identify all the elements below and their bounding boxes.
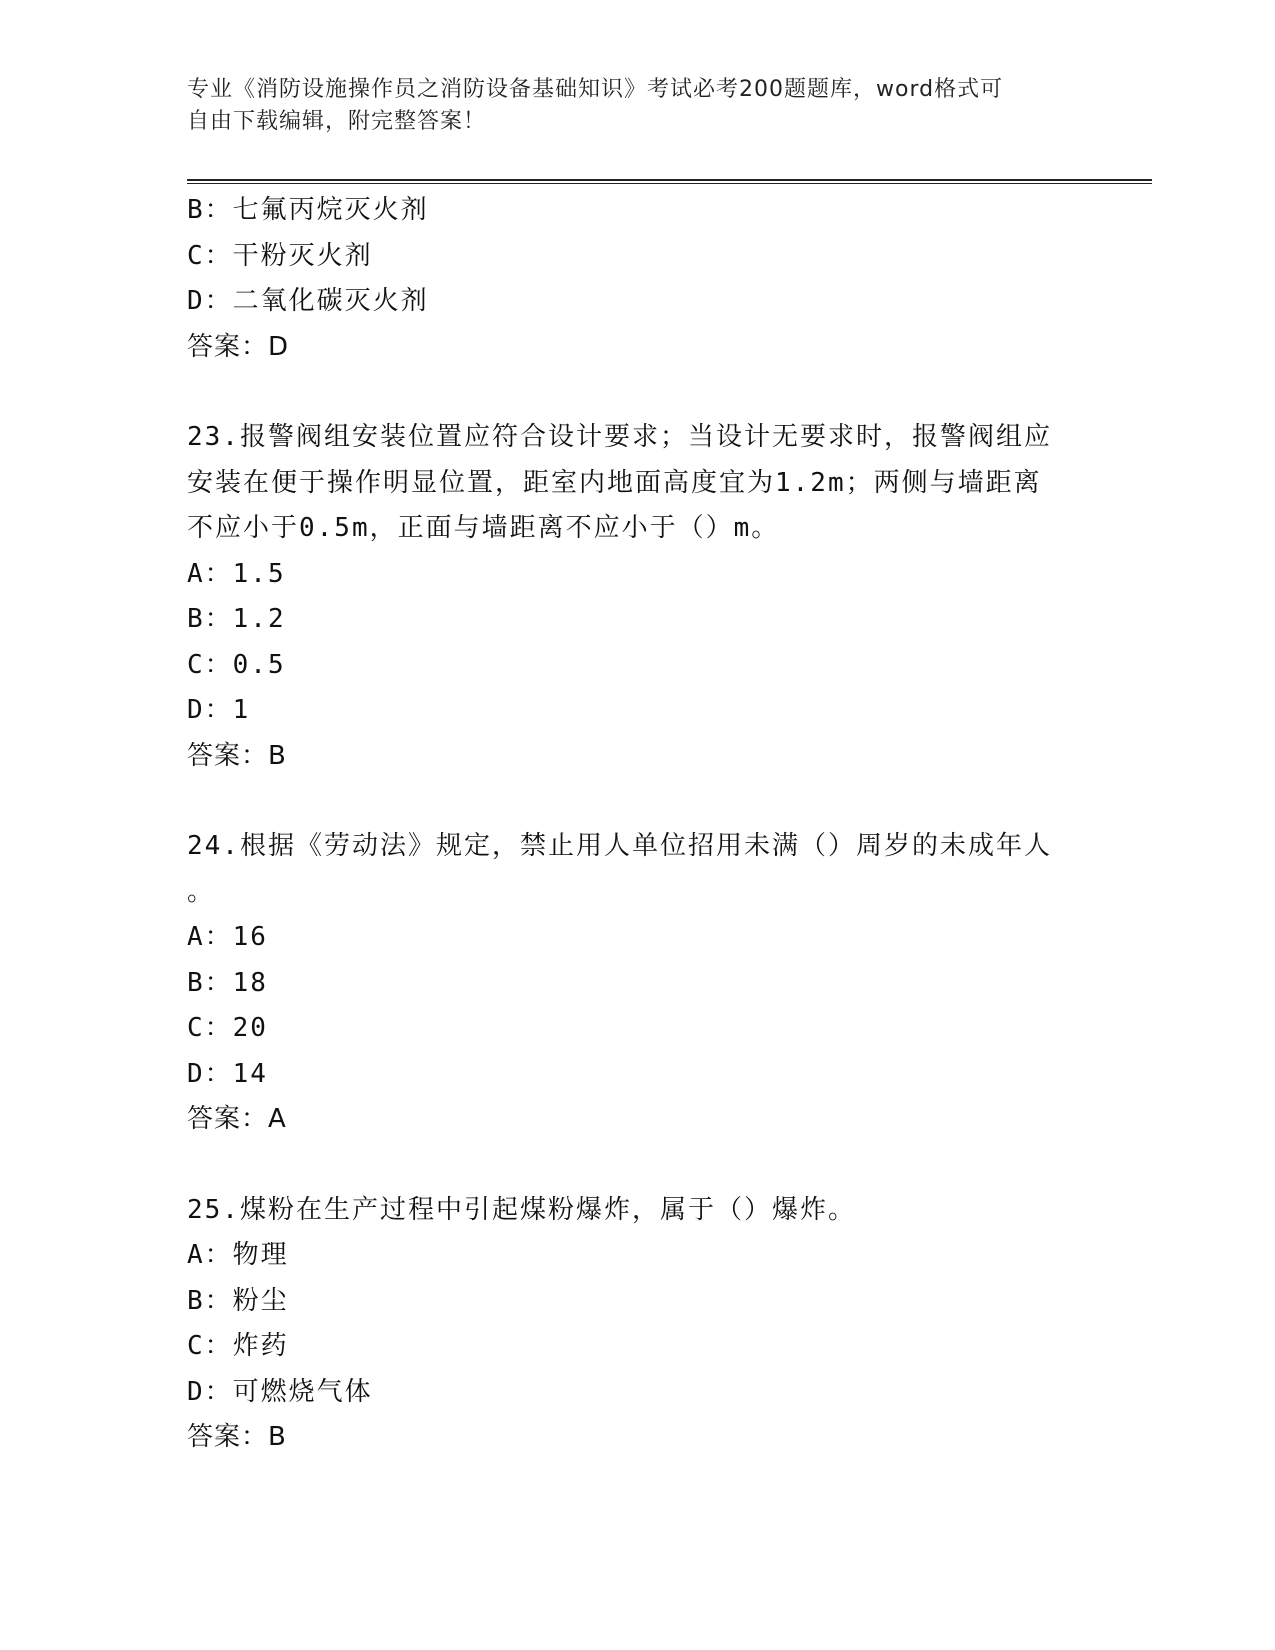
- option-d: D：可燃烧气体: [187, 1376, 373, 1407]
- option-b: B：1.2: [187, 604, 286, 634]
- option-c: C：炸药: [187, 1331, 289, 1361]
- option-d: D：14: [187, 1058, 268, 1089]
- option-a: A：16: [187, 922, 268, 952]
- question-text-line: 23.报警阀组安装位置应符合设计要求；当设计无要求时，报警阀组应: [187, 422, 1052, 452]
- answer: 答案：B: [187, 740, 287, 771]
- page-header: [187, 74, 1087, 138]
- question-23: [187, 415, 1087, 779]
- header-divider: [187, 179, 1152, 185]
- option-c: C：20: [187, 1013, 268, 1043]
- question-text-line: 25.煤粉在生产过程中引起煤粉爆炸，属于（）爆炸。: [187, 1194, 856, 1225]
- question-25: [187, 1188, 1087, 1461]
- option-b: B：七氟丙烷灭火剂: [187, 195, 429, 225]
- option-c: C：0.5: [187, 649, 286, 680]
- option-a: A：1.5: [187, 558, 286, 589]
- answer: 答案：D: [187, 331, 290, 362]
- option-b: B：18: [187, 967, 268, 998]
- question-text-line: 。: [187, 876, 216, 907]
- answer: 答案：A: [187, 1104, 287, 1134]
- question-24: [187, 824, 1087, 1143]
- answer: 答案：B: [187, 1422, 287, 1452]
- question-text-line: 不应小于0.5m，正面与墙距离不应小于（）m。: [187, 513, 780, 543]
- option-d: D：二氧化碳灭火剂: [187, 286, 429, 316]
- question-list: [187, 188, 1087, 1461]
- option-d: D：1: [187, 695, 251, 725]
- option-b: B：粉尘: [187, 1285, 289, 1316]
- header-line-1: 专业《消防设施操作员之消防设备基础知识》考试必考200题题库，word格式可: [187, 77, 1004, 102]
- option-a: A：物理: [187, 1240, 289, 1270]
- option-c: C：干粉灭火剂: [187, 240, 373, 271]
- question-text-line: 安装在便于操作明显位置，距室内地面高度宜为1.2m；两侧与墙距离: [187, 467, 1042, 498]
- header-line-2: 自由下载编辑，附完整答案！: [187, 109, 487, 134]
- question-text-line: 24.根据《劳动法》规定，禁止用人单位招用未满（）周岁的未成年人: [187, 831, 1052, 861]
- question-22-continuation: [187, 188, 1087, 370]
